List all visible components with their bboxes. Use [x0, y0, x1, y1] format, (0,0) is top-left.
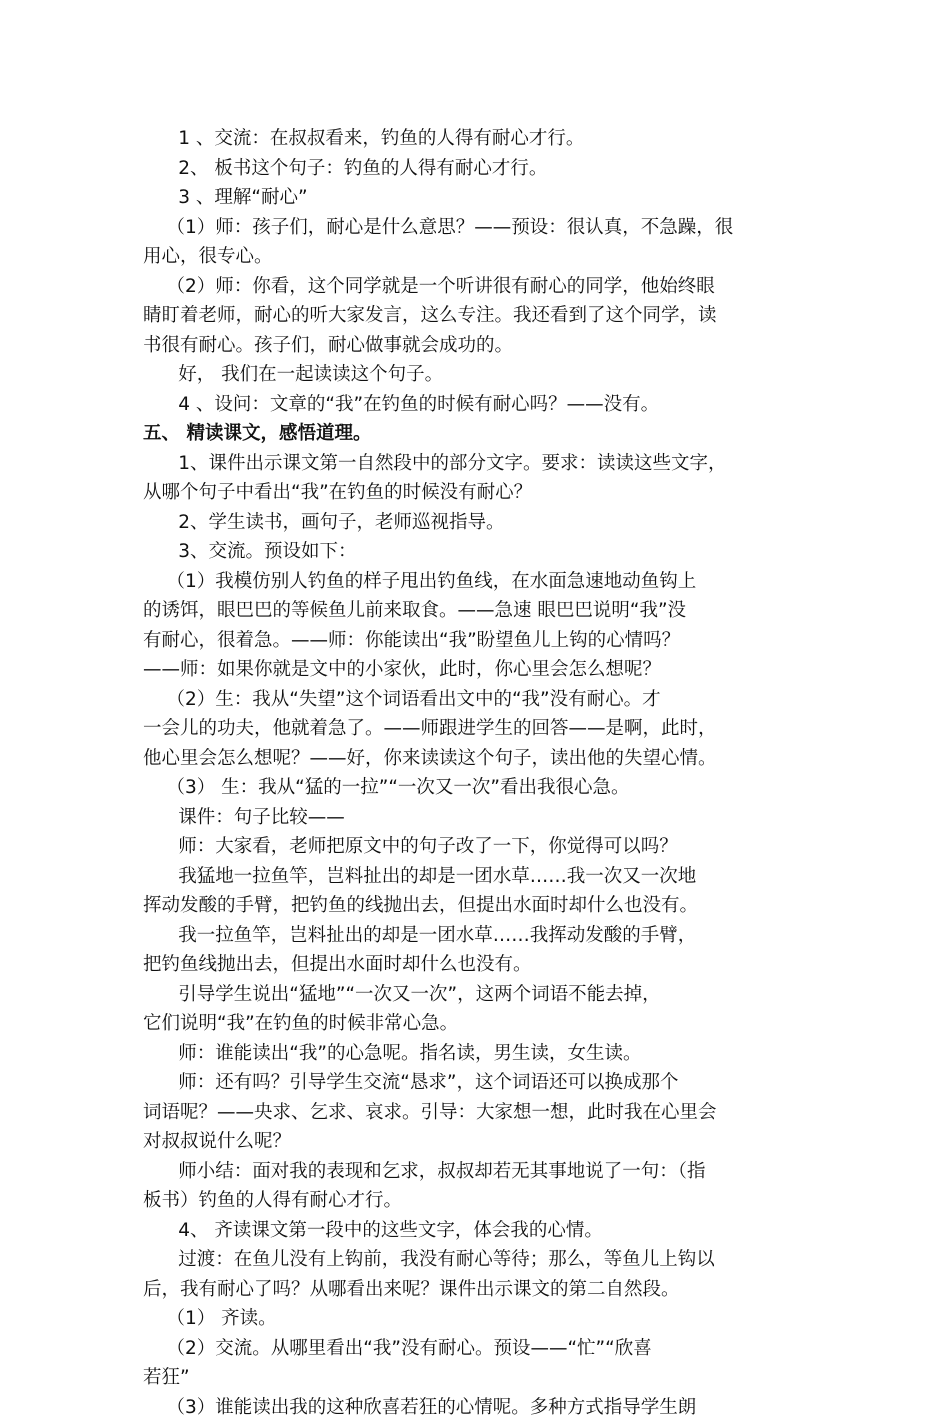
text-line: 他心里会怎么想呢？——好，你来读读这个句子，读出他的失望心情。: [143, 744, 813, 774]
text-line: （1）师：孩子们，耐心是什么意思？——预设：很认真，不急躁，很: [143, 213, 813, 243]
text-line: 若狂”: [143, 1363, 813, 1393]
text-line: 一会儿的功夫，他就着急了。——师跟进学生的回答——是啊，此时，: [143, 714, 813, 744]
text-line: 2、学生读书，画句子，老师巡视指导。: [143, 508, 813, 538]
text-line: 好， 我们在一起读读这个句子。: [143, 360, 813, 390]
text-line: 我猛地一拉鱼竿，岂料扯出的却是一团水草……我一次又一次地: [143, 862, 813, 892]
text-line: 板书）钓鱼的人得有耐心才行。: [143, 1186, 813, 1216]
text-line: 有耐心，很着急。——师：你能读出“我”盼望鱼儿上钩的心情吗？: [143, 626, 813, 656]
text-line: 书很有耐心。孩子们，耐心做事就会成功的。: [143, 331, 813, 361]
text-line: 师小结：面对我的表现和乞求，叔叔却若无其事地说了一句：（指: [143, 1157, 813, 1187]
text-line: 课件：句子比较——: [143, 803, 813, 833]
text-line: 我一拉鱼竿，岂料扯出的却是一团水草……我挥动发酸的手臂，: [143, 921, 813, 951]
text-line: （2）生：我从“失望”这个词语看出文中的“我”没有耐心。才: [143, 685, 813, 715]
text-line: 的诱饵，眼巴巴的等候鱼儿前来取食。——急速 眼巴巴说明“我”没: [143, 596, 813, 626]
text-line: （3）谁能读出我的这种欣喜若狂的心情呢。多种方式指导学生朗: [143, 1393, 813, 1422]
text-line: ——师：如果你就是文中的小家伙，此时，你心里会怎么想呢？: [143, 655, 813, 685]
text-line: （1）我模仿别人钓鱼的样子甩出钓鱼线，在水面急速地动鱼钩上: [143, 567, 813, 597]
text-line: 1 、交流：在叔叔看来，钓鱼的人得有耐心才行。: [143, 124, 813, 154]
text-line: 对叔叔说什么呢？: [143, 1127, 813, 1157]
text-line: 3、交流。预设如下：: [143, 537, 813, 567]
text-line: 从哪个句子中看出“我”在钓鱼的时候没有耐心？: [143, 478, 813, 508]
text-line: （3） 生：我从“猛的一拉”“一次又一次”看出我很心急。: [143, 773, 813, 803]
text-line: 4、 齐读课文第一段中的这些文字，体会我的心情。: [143, 1216, 813, 1246]
text-line: 师：大家看，老师把原文中的句子改了一下，你觉得可以吗？: [143, 832, 813, 862]
text-line: 词语呢？——央求、乞求、哀求。引导：大家想一想，此时我在心里会: [143, 1098, 813, 1128]
text-line: 用心，很专心。: [143, 242, 813, 272]
text-line: （1） 齐读。: [143, 1304, 813, 1334]
text-line: 师：还有吗？引导学生交流“恳求”，这个词语还可以换成那个: [143, 1068, 813, 1098]
text-line: （2）师：你看，这个同学就是一个听讲很有耐心的同学，他始终眼: [143, 272, 813, 302]
text-line: （2）交流。从哪里看出“我”没有耐心。预设——“忙”“欣喜: [143, 1334, 813, 1364]
text-line: 4 、设问：文章的“我”在钓鱼的时候有耐心吗？——没有。: [143, 390, 813, 420]
text-line: 2、 板书这个句子：钓鱼的人得有耐心才行。: [143, 154, 813, 184]
text-line: 睛盯着老师，耐心的听大家发言，这么专注。我还看到了这个同学，读: [143, 301, 813, 331]
text-line: 后，我有耐心了吗？从哪看出来呢？课件出示课文的第二自然段。: [143, 1275, 813, 1305]
text-line: 把钓鱼线抛出去，但提出水面时却什么也没有。: [143, 950, 813, 980]
text-line: 师：谁能读出“我”的心急呢。指名读，男生读，女生读。: [143, 1039, 813, 1069]
text-line: 挥动发酸的手臂，把钓鱼的线抛出去，但提出水面时却什么也没有。: [143, 891, 813, 921]
text-line: 1、课件出示课文第一自然段中的部分文字。要求：读读这些文字，: [143, 449, 813, 479]
section-heading: 五、 精读课文，感悟道理。: [143, 419, 813, 449]
text-line: 它们说明“我”在钓鱼的时候非常心急。: [143, 1009, 813, 1039]
text-line: 过渡：在鱼儿没有上钩前，我没有耐心等待；那么，等鱼儿上钩以: [143, 1245, 813, 1275]
document-body: [143, 124, 813, 1422]
text-line: 3 、理解“耐心”: [143, 183, 813, 213]
text-line: 引导学生说出“猛地”“一次又一次”，这两个词语不能去掉，: [143, 980, 813, 1010]
